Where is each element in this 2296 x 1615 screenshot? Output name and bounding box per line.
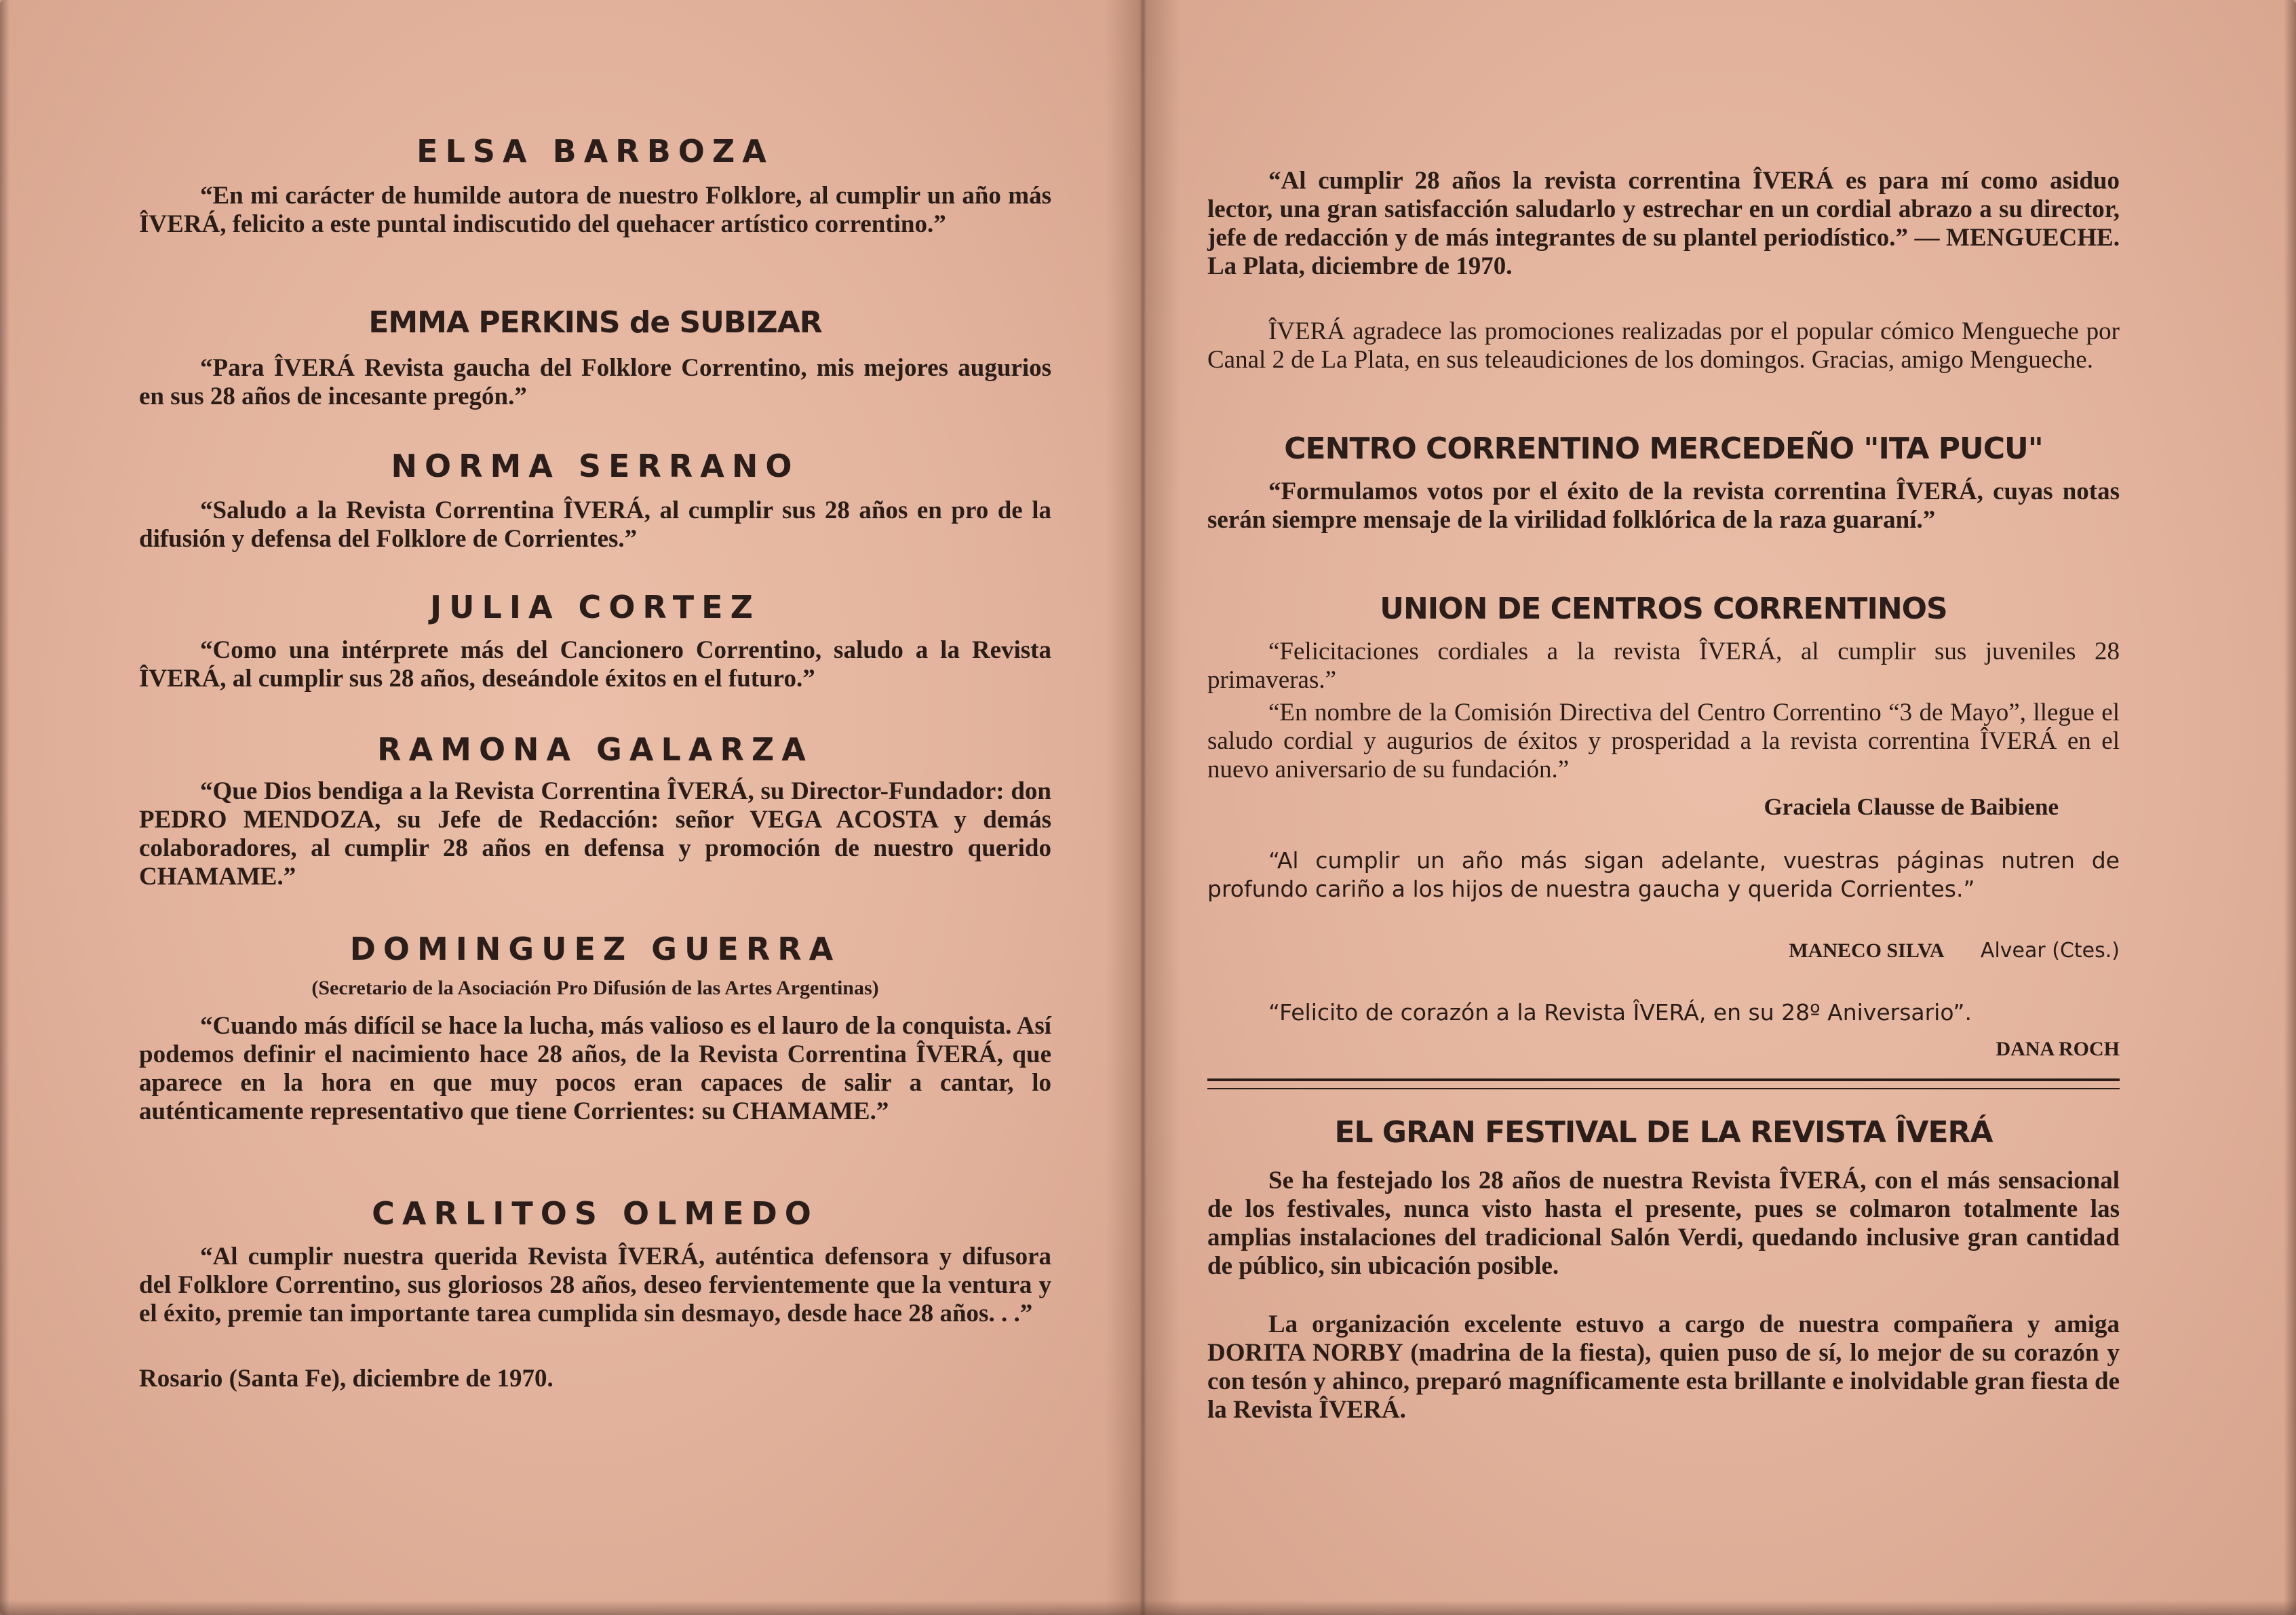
section-title: CENTRO CORRENTINO MERCEDEÑO "ITA PUCU" [1284,431,2043,466]
place-date: Rosario (Santa Fe), diciembre de 1970. [139,1365,553,1393]
signature: DANA ROCH [1996,1038,2120,1060]
left-page [0,0,1140,1615]
maneco-text: “Al cumplir un año más sigan adelante, vuestras páginas nutren de profundo cariño a los hijos de nuestra gaucha y querida Corrientes.” [1207,847,2120,902]
section-text: “En mi carácter de humilde autora de nuestro Folklore, al cumplir un año más ÎVERÁ, felicito a este puntal indiscutido del quehacer artístico correntino.” [139,182,1051,238]
page-edge-shadow [2284,0,2296,1615]
dana-text: “Felicito de corazón a la Revista ÎVERÁ, en su 28º Aniversario”. [1268,999,1972,1026]
festival-text: Se ha festejado los 28 años de nuestra Revista ÎVERÁ, con el más sensacional de los festivales, nunca visto hasta el presente, pues se colmaron totalmente las amplias instalaciones del tradicional Salón Verdi, quedando inclusive gran cantidad de público, sin ubicación posible. [1207,1167,2120,1280]
section-title: CARLITOS OLMEDO [372,1195,819,1232]
section-title: EL GRAN FESTIVAL DE LA REVISTA ÎVERÁ [1334,1115,1993,1150]
section-title: RAMONA GALARZA [377,731,813,768]
section-title: DOMINGUEZ GUERRA [349,931,841,967]
section-text: “Para ÎVERÁ Revista gaucha del Folklore Correntino, mis mejores augurios en sus 28 años de incesante pregón.” [139,354,1051,410]
signature: MANECO SILVA [1789,939,1943,962]
signature-place: Alvear (Ctes.) [1980,939,2120,962]
section-title: UNION DE CENTROS CORRENTINOS [1380,591,1947,626]
section-text: “Formulamos votos por el éxito de la revista correntina ÎVERÁ, cuyas notas serán siempre mensaje de la virilidad folklórica de la raza guaraní.” [1207,478,2120,534]
mengueche-text: “Al cumplir 28 años la revista correntina ÎVERÁ es para mí como asiduo lector, una gran satisfacción saludarlo y estrechar en un cordial abrazo a su director, jefe de redacción y de más integrantes de su plantel periodístico.” — MENGUECHE. La Plata, diciembre de 1970. [1207,167,2120,280]
signature: Graciela Clausse de Baibiene [1764,794,2059,820]
section-text: “Saludo a la Revista Correntina ÎVERÁ, al cumplir sus 28 años en pro de la difusión y defensa del Folklore de Corrientes.” [139,497,1051,553]
festival-text: La organización excelente estuvo a cargo de nuestra compañera y amiga DORITA NORBY (madrina de la fiesta), quien puso de sí, lo mejor de su corazón y con tesón y ahinco, preparó magníficamente esta brillante e inolvidable gran fiesta de la Revista ÎVERÁ. [1207,1310,2120,1424]
double-rule-divider [1207,1078,2120,1089]
section-text: “Como una intérprete más del Cancionero Correntino, saludo a la Revista ÎVERÁ, al cumplir sus 28 años, deseándole éxitos en el futuro.” [139,636,1051,693]
page-edge-shadow [0,0,9,1615]
section-title: JULIA CORTEZ [430,589,760,625]
section-text: “Cuando más difícil se hace la lucha, más valioso es el lauro de la conquista. Así podemos definir el nacimiento hace 28 años, de la Revista Correntina ÎVERÁ, que aparece en la hora en que muy pocos eran capaces de salir a cantar, lo auténticamente representativo que tiene Corrientes: su CHAMAME.” [139,1012,1051,1125]
signature-line [1207,939,2120,962]
page-edge-shadow [0,1600,2296,1615]
section-text: “Felicitaciones cordiales a la revista ÎVERÁ, al cumplir sus juveniles 28 primaveras.” [1207,638,2120,694]
mengueche-thanks: ÎVERÁ agradece las promociones realizadas por el popular cómico Mengueche por Canal 2 de La Plata, en sus teleaudiciones de los domingos. Gracias, amigo Mengueche. [1207,317,2120,374]
section-title: EMMA PERKINS de SUBIZAR [368,305,822,340]
section-title: ELSA BARBOZA [416,133,774,170]
section-text: “Que Dios bendiga a la Revista Correntina ÎVERÁ, su Director-Fundador: don PEDRO MENDOZA, su Jefe de Redacción: señor VEGA ACOSTA y demás colaboradores, al cumplir 28 años en defensa y promoción de nuestro querido CHAMAME.” [139,777,1051,891]
section-text: “En nombre de la Comisión Directiva del Centro Correntino “3 de Mayo”, llegue el saludo cordial y augurios de éxitos y prosperidad a la revista correntina ÎVERÁ en el nuevo aniversario de su fundación.” [1207,699,2120,783]
section-title: NORMA SERRANO [391,448,800,484]
section-text: “Al cumplir nuestra querida Revista ÎVERÁ, auténtica defensora y difusora del Folklore Correntino, sus gloriosos 28 años, deseo fervientemente que la ventura y el éxito, premie tan importante tarea cumplida sin desmayo, desde hace 28 años. . .” [139,1243,1051,1327]
section-subtitle: (Secretario de la Asociación Pro Difusión de las Artes Argentinas) [311,977,879,999]
